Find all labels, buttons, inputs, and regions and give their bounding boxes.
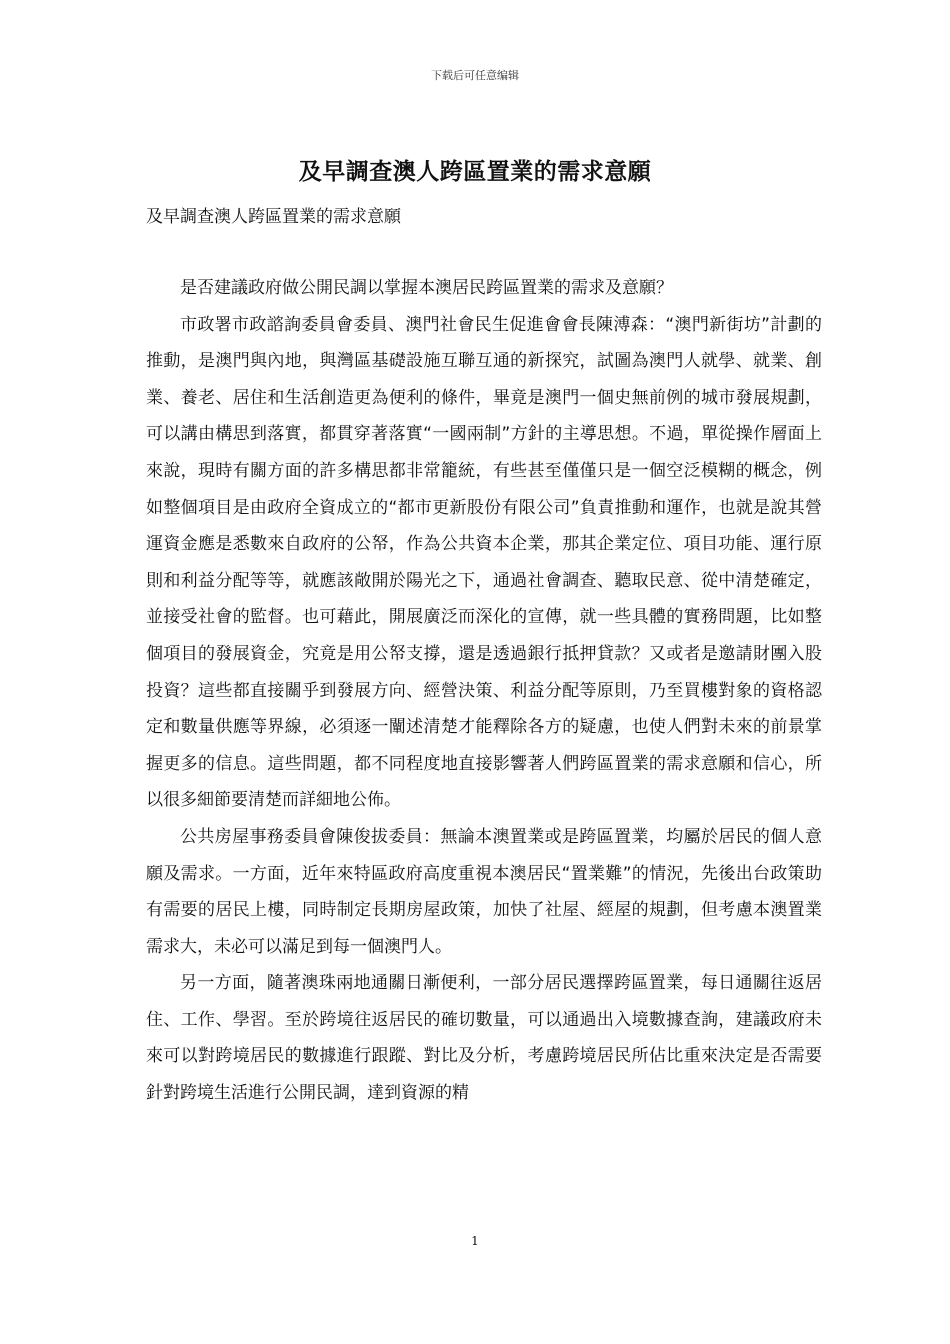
header-note: 下载后可任意编辑 [431,69,519,82]
page-title: 及早調查澳人跨區置業的需求意願 [298,159,652,185]
page-subtitle: 及早調查澳人跨區置業的需求意願 [146,207,401,227]
article-body [146,270,822,1112]
paragraph-question: 是否建議政府做公開民調以掌握本澳居民跨區置業的需求及意願？ [180,278,673,298]
paragraph-cross-border: 另一方面，隨著澳珠兩地通關日漸便利，一部分居民選擇跨區置業，每日通關往返居住、工作、學習。至於跨境往返居民的確切數量，可以通過出入境數據查詢，建議政府未來可以對跨境居民的數據進行跟蹤、對比及分析，考慮跨境居民所佔比重來決定是否需要針對跨境生活進行公開民調，達到資源的精 [146,973,822,1104]
paragraph-chen-junba: 公共房屋事務委員會陳俊拔委員：無論本澳置業或是跨區置業，均屬於居民的個人意願及需求。一方面，近年來特區政府高度重視本澳居民“置業難”的情況，先後出台政策助有需要的居民上樓，同時制定長期房屋政策，加快了社屋、經屋的規劃，但考慮本澳置業需求大，未必可以滿足到每一個澳門人。 [146,826,822,957]
paragraph-chen-pusen: 市政署市政諮詢委員會委員、澳門社會民生促進會會長陳溥森：“澳門新街坊”計劃的推動，是澳門與內地，與灣區基礎設施互聯互通的新探究，試圖為澳門人就學、就業、創業、養老、居住和生活創造更為便利的條件，畢竟是澳門一個史無前例的城市發展規劃，可以講由構思到落實，都貫穿著落實“一國兩制”方針的主導思想。不過，單從操作層面上來說，現時有關方面的許多構思都非常籠統，有些甚至僅僅只是一個空泛模糊的概念，例如整個項目是由政府全資成立的“都市更新股份有限公司”負責推動和運作，也就是說其營運資金應是悉數來自政府的公帑，作為公共資本企業，那其企業定位、項目功能、運行原則和利益分配等等，就應該敞開於陽光之下，通過社會調查、聽取民意、從中清楚確定，並接受社會的監督。也可藉此，開展廣泛而深化的宣傳，就一些具體的實務問題，比如整個項目的發展資金，究竟是用公帑支撐，還是透過銀行抵押貸款？又或者是邀請財團入股投資？這些都直接關乎到發展方向、經營決策、利益分配等原則，乃至買樓對象的資格認定和數量供應等界線，必須逐一闡述清楚才能釋除各方的疑慮，也使人們對未來的前景掌握更多的信息。這些問題，都不同程度地直接影響著人們跨區置業的需求意願和信心，所以很多細節要清楚而詳細地公佈。 [146,314,822,811]
page-number: 1 [471,1234,479,1248]
